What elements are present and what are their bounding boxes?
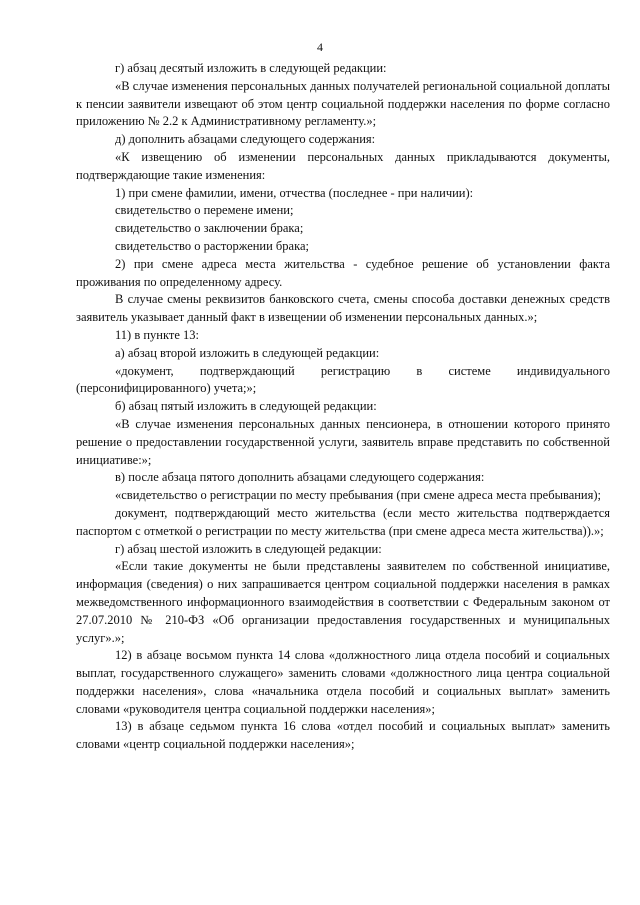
paragraph: «К извещению об изменении персональных данных прикладываются документы, подтверждающие такие изменения:	[76, 149, 610, 182]
paragraph: 1) при смене фамилии, имени, отчества (последнее - при наличии):	[115, 185, 474, 200]
paragraph: «свидетельство о регистрации по месту пребывания (при смене адреса места пребывания);	[115, 488, 602, 503]
paragraph: г) абзац десятый изложить в следующей редакции:	[115, 61, 387, 75]
document-body	[76, 60, 610, 754]
paragraph: «В случае изменения персональных данных пенсионера, в отношении которого принято решение о предоставлении государственной услуги, заявитель вправе представить по собственной инициативе:»;	[76, 416, 610, 467]
paragraph: г) абзац шестой изложить в следующей редакции:	[115, 541, 382, 556]
paragraph: д) дополнить абзацами следующего содержания:	[115, 132, 376, 147]
paragraph: 12) в абзаце восьмом пункта 14 слова «должностного лица отдела пособий и социальных выплат, государственного служащего» заменить словами «должностного лица центра социальной поддержки населения», слова «начальника отдела пособий и социальных выплат» заменить словами «руководителя центра социальной поддержки населения»;	[76, 648, 610, 716]
paragraph: «Если такие документы не были представлены заявителем по собственной инициативе, информация (сведения) о них запрашивается центром социальной поддержки населения в рамках межведомственного информационного взаимодействия в соответствии с Федеральным законом от 27.07.2010 № 210-ФЗ «Об организации предоставления государственных и муниципальных услуг».»;	[76, 559, 610, 645]
paragraph: 11) в пункте 13:	[115, 327, 199, 342]
paragraph: а) абзац второй изложить в следующей редакции:	[115, 345, 380, 360]
paragraph: 13) в абзаце седьмом пункта 16 слова «отдел пособий и социальных выплат» заменить словами «центр социальной поддержки населения»;	[76, 719, 610, 752]
page-number: 4	[317, 40, 323, 54]
paragraph: свидетельство о расторжении брака;	[115, 238, 309, 253]
paragraph: 2) при смене адреса места жительства - судебное решение об установлении факта проживания по определенному адресу.	[76, 256, 610, 289]
paragraph: свидетельство о перемене имени;	[115, 203, 294, 218]
paragraph: документ, подтверждающий место жительства (если место жительства подтверждается паспортом с отметкой о регистрации по месту жительства (при смене адреса места жительства)).»;	[76, 505, 610, 538]
paragraph: В случае смены реквизитов банковского счета, смены способа доставки денежных средств заявитель указывает данный факт в извещении об изменении персональных данных.»;	[76, 292, 610, 325]
paragraph: б) абзац пятый изложить в следующей редакции:	[115, 399, 377, 414]
paragraph: в) после абзаца пятого дополнить абзацами следующего содержания:	[115, 470, 485, 485]
paragraph: «документ, подтверждающий регистрацию в системе индивидуального (персонифицированного) учета;»;	[76, 363, 610, 396]
paragraph: «В случае изменения персональных данных получателей региональной социальной доплаты к пенсии заявители извещают об этом центр социальной поддержки населения по форме согласно приложению № 2.2 к Административному регламенту.»;	[76, 78, 610, 129]
paragraph: свидетельство о заключении брака;	[115, 221, 304, 236]
